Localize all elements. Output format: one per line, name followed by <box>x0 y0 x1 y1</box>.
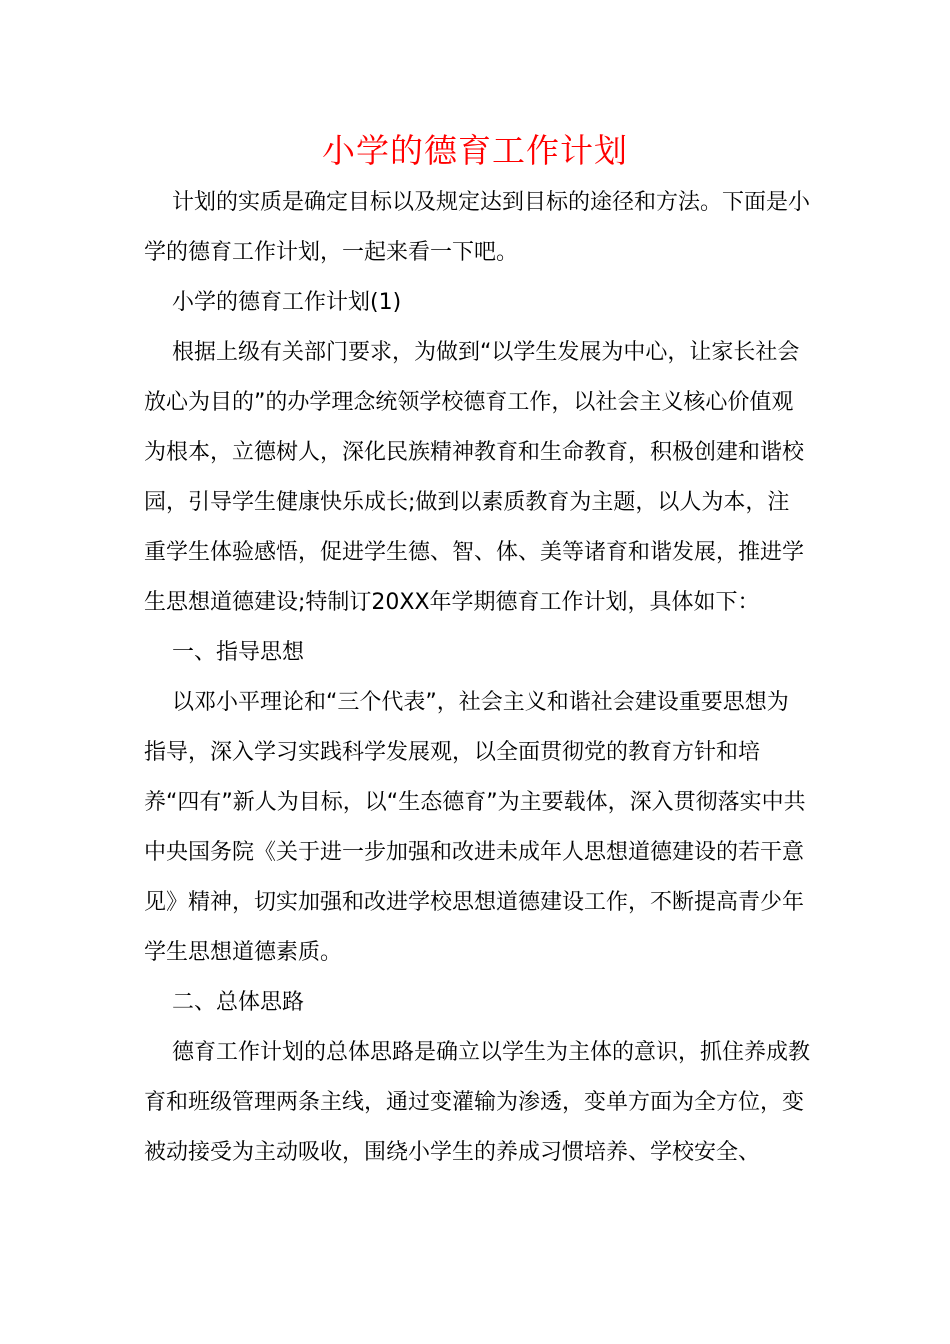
document-body <box>144 178 810 1178</box>
section-heading-guiding-thought: 一、指导思想 <box>172 640 305 665</box>
plan-paragraph: 根据上级有关部门要求，为做到“以学生发展为中心，让家长社会放心为目的”的办学理念统领学校德育工作，以社会主义核心价值观为根本，立德树人，深化民族精神教育和生命教育，积极创建和谐校园，引导学生健康快乐成长;做到以素质教育为主题，以人为本，注重学生体验感悟，促进学生德、智、体、美等诸育和谐发展，推进学生思想道德建设;特制订20XX年学期德育工作计划，具体如下： <box>144 340 805 615</box>
section-heading-overall-approach: 二、总体思路 <box>172 990 305 1015</box>
document-title: 小学的德育工作计划 <box>322 131 628 170</box>
guiding-thought-paragraph: 以邓小平理论和“三个代表”，社会主义和谐社会建设重要思想为指导，深入学习实践科学发展观，以全面贯彻党的教育方针和培养“四有”新人为目标，以“生态德育”为主要载体，深入贯彻落实中共中央国务院《关于进一步加强和改进未成年人思想道德建设的若干意见》精神，切实加强和改进学校思想道德建设工作，不断提高青少年学生思想道德素质。 <box>144 690 806 965</box>
overall-approach-paragraph: 德育工作计划的总体思路是确立以学生为主体的意识，抓住养成教育和班级管理两条主线，通过变灌输为渗透，变单方面为全方位，变被动接受为主动吸收，围绕小学生的养成习惯培养、学校安全、 <box>144 1040 811 1165</box>
intro-paragraph: 计划的实质是确定目标以及规定达到目标的途径和方法。下面是小学的德育工作计划，一起来看一下吧。 <box>144 190 811 265</box>
plan-subtitle: 小学的德育工作计划(1) <box>172 290 402 315</box>
